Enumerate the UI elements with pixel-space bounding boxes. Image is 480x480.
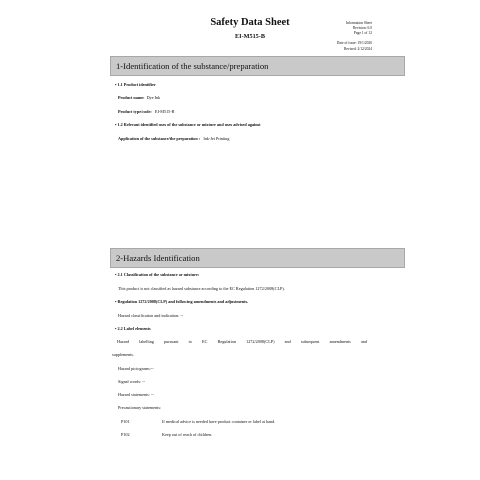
section-2-heading: 2-Hazards Identification [110,248,405,268]
hazard-labelling-line-2: supplements. [112,352,134,357]
signal-words: Signal words: -- [118,379,145,384]
product-identifier-heading: • 1.1 Product identifier [115,82,156,87]
info-sheet-label: Information Sheet [345,21,372,25]
hazard-pictograms: Hazard pictograms:-- [118,366,154,371]
product-code-header: EI-M515-B [235,33,265,40]
relevant-uses-heading: • 1.2 Relevant identified uses of the substance or mixture and uses advised against [115,122,261,127]
product-type-value: EI-M515-B [154,109,175,114]
application-row [118,136,229,141]
statement-code: P101 [121,419,130,424]
product-name-row [118,95,160,100]
document-title: Safety Data Sheet [210,17,290,28]
classification-heading: • 2.1 Classification of the substance or mixture: [115,272,200,277]
product-type-label: Product type/code: [118,109,152,114]
application-value: Ink-Jet Printing [203,136,230,141]
application-label: Application of the substance/the preparation : [118,136,201,141]
precautionary-statements-label: Precautionary statements: [118,405,162,410]
statement-text: Keep out of reach of children. [162,432,213,437]
statement-text: If medical advice is needed have product container or label at hand. [162,419,276,424]
section-1-heading: 1-Identification of the substance/preparation [110,56,405,76]
product-name-value: Dye Ink [146,95,161,100]
date-of-issue: Date of issue: 19/1/2020 [336,41,372,45]
hazard-classification-text: Hazard classification and indication: -- [118,313,184,318]
revised-date: Revised: 2/12/2024 [343,47,372,51]
classification-text: This product is not classified as hazard substance according to the EC Regulation 1272/2008(CLP). [118,286,285,291]
label-elements-heading: • 2.2 Label elements [115,326,151,331]
page-number: Page 1 of 12 [353,31,372,35]
product-name-label: Product name: [118,95,145,100]
statement-code: P102 [121,432,130,437]
product-type-row [118,109,174,114]
revision-number: Revision: 6.0 [352,26,372,30]
regulation-heading: • Regulation 1272/2008(CLP) and following amendments and adjustments. [115,299,249,304]
hazard-labelling-line-1: Hazard labelling pursuant to EC Regulation 1272/2008(CLP) and subsequent amendments and [117,339,367,344]
hazard-statements: Hazard statements: -- [118,392,154,397]
